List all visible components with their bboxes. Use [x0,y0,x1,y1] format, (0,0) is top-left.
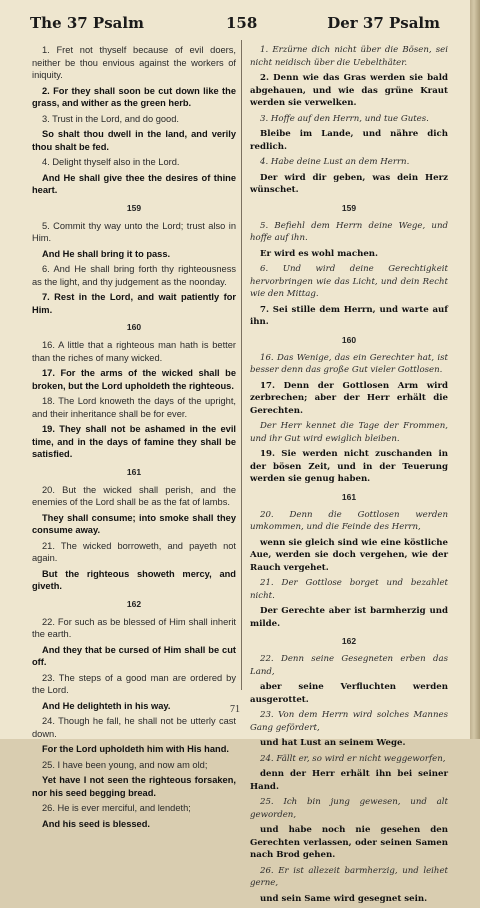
german-verse: 2. Denn wie das Gras werden sie bald abgehauen, und wie das grüne Kraut werden sie verwelken. [250,73,448,108]
german-verse: 17. Denn der Gottlosen Arm wird zerbrechen; aber der Herr erhält die Gerechten. [250,380,448,416]
english-verse: 16. A little that a righteous man hath is better than the riches of many wicked. [32,340,236,363]
german-verse: 20. Denn die Gottlosen werden umkommen, und die Feinde des Herrn, [250,509,448,532]
german-section-number: 159 [341,202,357,213]
english-verse: 6. And He shall bring forth thy righteousness as the light, and thy judgement as the noonday. [32,264,236,287]
english-verse: 25. I have been young, and now am old; [42,759,208,770]
english-verse: And they that be cursed of Him shall be cut off. [32,644,236,667]
english-verse: 26. He is ever merciful, and lendeth; [42,803,191,813]
german-verse: wenn sie gleich sind wie eine köstliche Aue, werden sie doch vergehen, wie der Rauch vergehet. [250,537,448,573]
english-verse: But the righteous showeth mercy, and giveth. [32,568,236,591]
english-verse: Yet have I not seen the righteous forsaken, nor his seed begging bread. [32,775,236,798]
german-section-number: 160 [341,334,357,345]
german-verse: Der wird dir geben, was dein Herz wünschet. [250,172,448,195]
page-number: 71 [230,704,240,715]
header-right-title: Der 37 Psalm [327,14,440,32]
german-verse: 4. Habe deine Lust an dem Herrn. [260,157,410,167]
german-verse: und habe noch nie gesehen den Gerechten verlassen, oder seinen Samen nach Brod gehen. [250,825,448,860]
english-verse: 1. Fret not thyself because of evil doers, neither be thou envious against the workers of iniquity. [32,45,236,80]
german-verse: und sein Same wird gesegnet sein. [260,893,428,904]
german-verse: 25. Ich bin jung gewesen, und alt geworden, [250,797,448,820]
german-verse: 24. Fällt er, so wird er nicht weggeworfen, [260,753,446,764]
english-verse: And He shall bring it to pass. [42,248,171,259]
column-divider [241,40,242,690]
english-verse: 21. The wicked borroweth, and payeth not again. [32,540,236,563]
english-verse: 3. Trust in the Lord, and do good. [42,113,179,124]
header-left-title: The 37 Psalm [30,14,144,32]
english-verse: 23. The steps of a good man are ordered by the Lord. [32,672,236,695]
german-verse: 6. Und wird deine Gerechtigkeit hervorbringen wie das Licht, und dein Recht wie den Mittag. [250,264,448,299]
german-verse: 16. Das Wenige, das ein Gerechter hat, ist besser denn das große Gut vieler Gottlosen. [250,352,448,375]
german-verse: 19. Sie werden nicht zuschanden in der bösen Zeit, und in der Teuerung werden sie genug haben. [250,449,448,484]
english-verse: And his seed is blessed. [42,818,150,829]
english-verse: 4. Delight thyself also in the Lord. [42,157,180,167]
english-verse: And He shall give thee the desires of thine heart. [32,172,236,195]
german-verse: Bleibe im Lande, und nähre dich redlich. [250,129,448,152]
german-verse: 22. Denn seine Gesegneten erben das Land, [250,654,448,677]
english-verse: 19. They shall not be ashamed in the evil time, and in the days of famine they shall be satisfied. [32,424,236,459]
german-verse: 3. Hoffe auf den Herrn, und tue Gutes. [260,113,429,124]
german-verse: 1. Erzürne dich nicht über die Bösen, sei nicht neidisch über die Uebelthäter. [250,45,448,68]
english-verse: 17. For the arms of the wicked shall be broken, but the Lord upholdeth the righteous. [32,368,236,391]
german-section-number: 162 [341,636,357,646]
english-verse: For the Lord upholdeth him with His hand. [42,744,229,754]
german-verse: 5. Befiehl dem Herrn deine Wege, und hoffe auf ihn. [250,220,448,243]
english-verse: 2. For they shall soon be cut down like the grass, and wither as the green herb. [32,85,236,108]
english-section-number: 162 [126,598,142,609]
english-section-number: 159 [126,202,142,213]
english-verse: So shalt thou dwell in the land, and verily thou shalt be fed. [32,129,236,152]
german-verse: 7. Sei stille dem Herrn, und warte auf ihn. [250,304,448,327]
german-verse: aber seine Verfluchten werden ausgerottet. [250,682,448,705]
german-column [250,44,448,908]
german-verse: 21. Der Gottlose borget und bezahlet nicht. [250,578,448,601]
german-verse: 23. Von dem Herrn wird solches Mannes Gang gefördert, [250,710,448,733]
english-verse: And He delighteth in his way. [42,700,171,711]
german-verse: Der Herr kennet die Tage der Frommen, und ihr Gut wird ewiglich bleiben. [250,421,448,444]
english-verse: They shall consume; into smoke shall they consume away. [32,512,236,535]
english-verse: 22. For such as be blessed of Him shall inherit the earth. [32,616,236,639]
german-verse: Der Gerechte aber ist barmherzig und milde. [250,606,448,629]
page-edge [470,0,480,739]
english-verse: 20. But the wicked shall perish, and the enemies of the Lord shall be as the fat of lambs. [32,484,236,507]
english-section-number: 160 [126,322,142,332]
german-verse: Er wird es wohl machen. [260,248,379,259]
header-hymn-number: 158 [226,14,258,32]
german-verse: denn der Herr erhält ihn bei seiner Hand. [250,769,448,792]
german-section-number: 161 [341,491,357,502]
english-verse: 5. Commit thy way unto the Lord; trust also in Him. [32,220,236,243]
page-header [30,14,440,34]
english-verse: 24. Though he fall, he shall not be utterly cast down. [32,716,236,739]
german-verse: 26. Er ist allezeit barmherzig, und leihet gerne, [250,865,448,888]
english-section-number: 161 [126,466,142,477]
english-verse: 7. Rest in the Lord, and wait patiently for Him. [32,292,236,315]
english-verse: 18. The Lord knoweth the days of the upright, and their inheritance shall be for ever. [32,396,236,419]
german-verse: und hat Lust an seinem Wege. [260,738,406,748]
